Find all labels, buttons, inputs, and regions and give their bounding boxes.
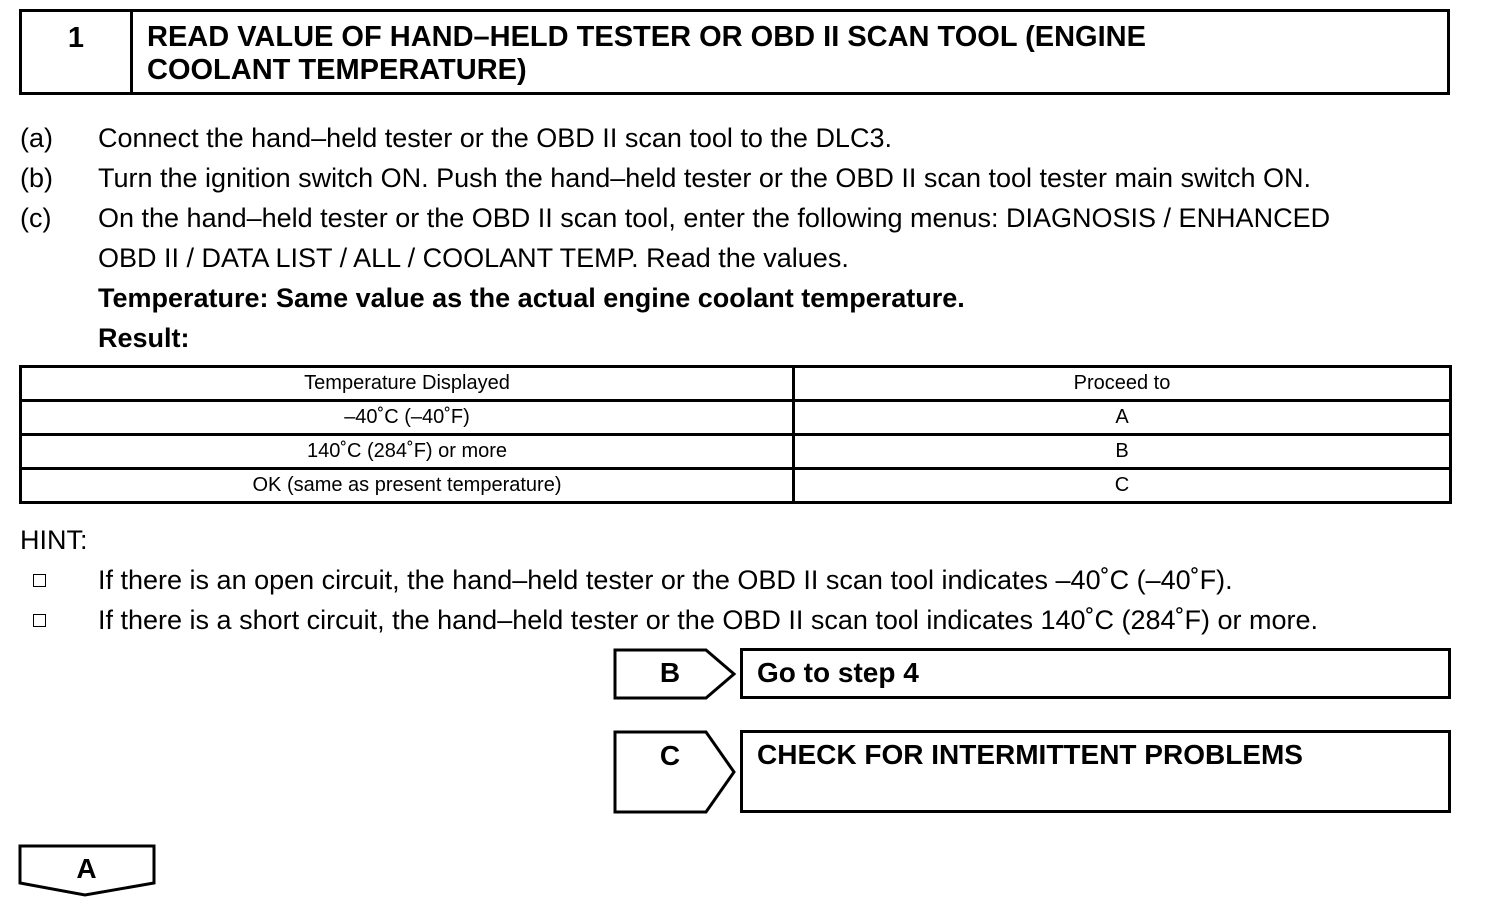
step-title-line-2: COOLANT TEMPERATURE) <box>147 54 527 86</box>
table-header-row <box>21 367 1451 401</box>
table-row <box>21 401 1451 435</box>
checkbox-bullet-icon <box>33 614 46 627</box>
step-header <box>19 9 1450 95</box>
table-cell: B <box>794 435 1451 469</box>
branch-c-action: CHECK FOR INTERMITTENT PROBLEMS <box>740 730 1451 813</box>
checkbox-bullet-icon <box>33 574 46 587</box>
result-table <box>19 365 1452 504</box>
step-number: 1 <box>22 12 133 92</box>
branch-b-action: Go to step 4 <box>740 648 1451 699</box>
hint-title: HINT: <box>20 525 88 555</box>
instruction-label: (c) <box>20 203 52 233</box>
instruction-label: (b) <box>20 163 53 193</box>
table-cell: –40˚C (–40˚F) <box>21 401 794 435</box>
hint-text: If there is an open circuit, the hand–held tester or the OBD II scan tool indicates –40˚C (–40˚F). <box>98 565 1233 595</box>
table-cell: A <box>794 401 1451 435</box>
result-label: Result: <box>98 323 190 353</box>
table-cell: C <box>794 469 1451 503</box>
instruction-text: On the hand–held tester or the OBD II scan tool, enter the following menus: DIAGNOSIS / ENHANCED <box>98 203 1331 233</box>
step-title <box>133 12 1447 92</box>
spec-text: Temperature: Same value as the actual engine coolant temperature. <box>98 283 965 313</box>
instruction-text: Turn the ignition switch ON. Push the hand–held tester or the OBD II scan tool tester main switch ON. <box>98 163 1312 193</box>
table-cell: 140˚C (284˚F) or more <box>21 435 794 469</box>
instruction-text: Connect the hand–held tester or the OBD II scan tool to the DLC3. <box>98 123 892 153</box>
instruction-text: OBD II / DATA LIST / ALL / COOLANT TEMP. Read the values. <box>98 243 849 273</box>
step-title-line-1: READ VALUE OF HAND–HELD TESTER OR OBD II SCAN TOOL (ENGINE <box>147 21 1146 53</box>
hint-text: If there is a short circuit, the hand–held tester or the OBD II scan tool indicates 140˚C (284˚F) or more. <box>98 605 1319 635</box>
column-header: Proceed to <box>794 367 1451 401</box>
instruction-label: (a) <box>20 123 53 153</box>
table-cell: OK (same as present temperature) <box>21 469 794 503</box>
column-header: Temperature Displayed <box>21 367 794 401</box>
branch-b-label: B <box>659 657 681 688</box>
table-row <box>21 435 1451 469</box>
branch-c-label: C <box>659 740 681 771</box>
next-a-label: A <box>76 853 97 884</box>
table-row <box>21 469 1451 503</box>
